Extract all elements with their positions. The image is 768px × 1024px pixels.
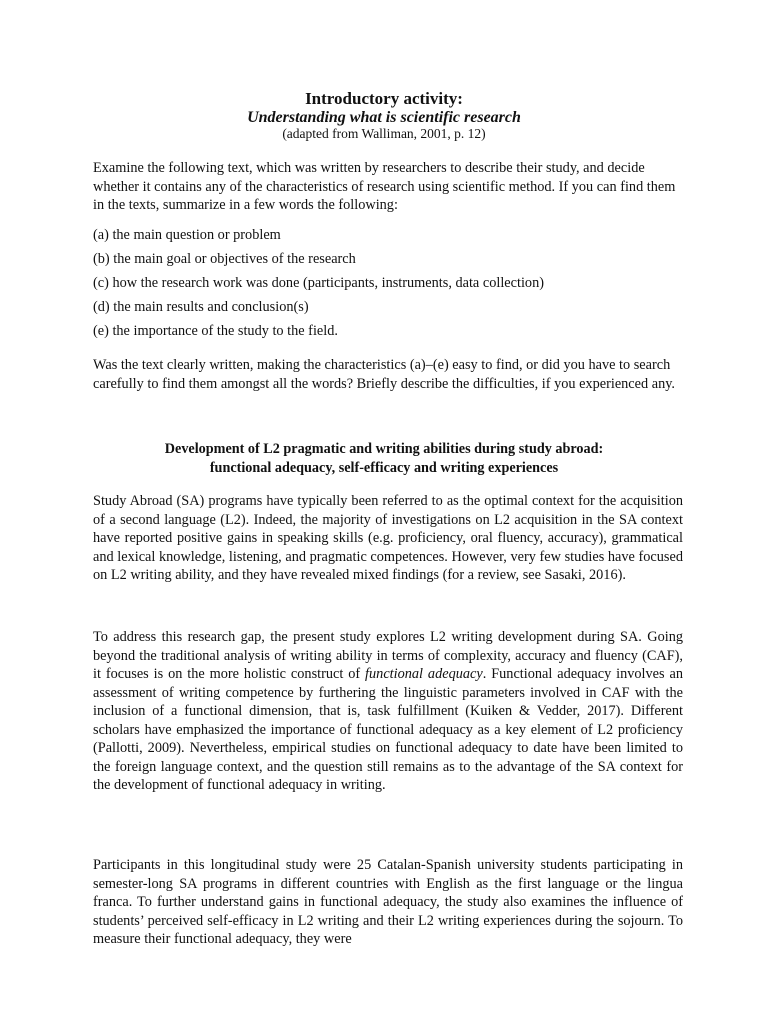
paragraph-text: To address this research gap, the present study explores L2 writing development during SA. Going beyond the traditional analysis of writing ability in terms of complexity, accuracy and fluency (CAF), it focuses is on the more holistic construct of xyxy=(93,629,683,682)
activity-title: Introductory activity: xyxy=(305,89,463,108)
article-paragraph-1: Study Abroad (SA) programs have typically been referred to as the optimal context for the acquisition of a second language (L2). Indeed, the majority of investigations on L2 acquisition in the SA context have reported positive gains in speaking skills (e.g. proficiency, oral fluency, accuracy), grammatical and lexical knowledge, listening, and pragmatic competences. However, very few studies have focused on L2 writing ability, and they have revealed mixed findings (for a review, see Sasaki, 2016). xyxy=(93,493,683,583)
reflection-question: Was the text clearly written, making the characteristics (a)–(e) easy to find, or did you have to search carefully to find them amongst all the words? Briefly describe the difficulties, if you experienced any. xyxy=(93,357,676,392)
list-item: (e) the importance of the study to the field. xyxy=(93,323,338,339)
list-item: (a) the main question or problem xyxy=(93,227,281,243)
list-item: (d) the main results and conclusion(s) xyxy=(93,299,309,315)
emphasized-term: functional adequacy xyxy=(365,666,483,682)
intro-paragraph: Examine the following text, which was written by researchers to describe their study, and decide whether it contains any of the characteristics of research using scientific method. If you can find them in the texts, summarize in a few words the following: xyxy=(93,160,676,213)
article-paragraph-3: Participants in this longitudinal study were 25 Catalan-Spanish university students participating in semester-long SA programs in different countries with English as the first language or the lingua franca. To further understand gains in functional adequacy, the study also examines the influence of students’ perceived self-efficacy in L2 writing and their L2 writing experiences during the sojourn. To measure their functional adequacy, they were xyxy=(93,857,683,947)
paragraph-text: . Functional adequacy involves an assessment of writing competence by furthering the linguistic parameters involved in CAF with the inclusion of a functional dimension, that is, task fulfillment (Kuiken & Vedder, 2017). Different scholars have emphasized the importance of functional adequacy as a key element of L2 proficiency (Pallotti, 2009). Nevertheless, empirical studies on functional adequacy to date have been limited to the foreign language context, and the question still remains as to the advantage of the SA context for the development of functional adequacy in writing. xyxy=(93,666,683,793)
article-title xyxy=(0,440,768,477)
activity-subtitle: Understanding what is scientific research xyxy=(247,109,521,126)
list-item: (c) how the research work was done (participants, instruments, data collection) xyxy=(93,275,544,291)
article-title-line-1: Development of L2 pragmatic and writing abilities during study abroad: xyxy=(164,441,604,457)
article-paragraph-2 xyxy=(93,628,683,795)
list-item: (b) the main goal or objectives of the research xyxy=(93,251,356,267)
source-citation: (adapted from Walliman, 2001, p. 12) xyxy=(282,126,486,141)
article-title-line-2: functional adequacy, self-efficacy and writing experiences xyxy=(209,459,559,476)
